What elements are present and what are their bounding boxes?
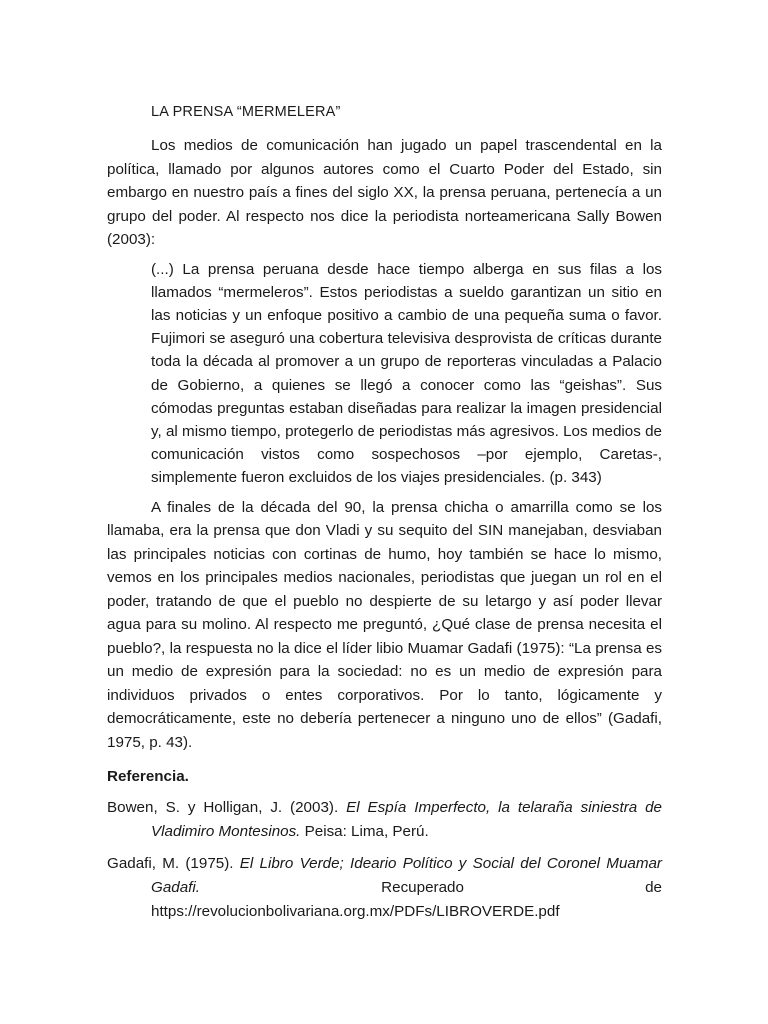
reference-item-bowen [107, 796, 662, 844]
body-paragraph-1: Los medios de comunicación han jugado un papel trascendental en la política, llamado por algunos autores como el Cuarto Poder del Estado, sin embargo en nuestro país a fines del siglo XX, la prensa peruana, pertenecía a un grupo del poder. Al respecto nos dice la periodista norteamericana Sally Bowen (2003): [107, 137, 662, 248]
reference-url: Recuperado de https://revolucionbolivariana.org.mx/PDFs/LIBROVERDE.pdf [151, 879, 662, 921]
reference-title: El Libro Verde; Ideario Político y Social del Coronel Muamar Gadafi. [151, 855, 662, 897]
document-title: LA PRENSA “MERMELERA” [151, 104, 341, 120]
references-heading: Referencia. [107, 768, 189, 786]
reference-item-gadafi [107, 852, 662, 924]
body-paragraph-2: A finales de la década del 90, la prensa chicha o amarrilla como se los llamaba, era la prensa que don Vladi y su sequito del SIN manejaban, desviaban las principales noticias con cortinas de humo, hoy también se hace lo mismo, vemos en los principales medios nacionales, periodistas que juegan un rol en el poder, tratando de que el pueblo no despierte de su letargo y así poder llevar agua para su molino. Al respecto me preguntó, ¿Qué clase de prensa necesita el pueblo?, la respuesta no la dice el líder libio Muamar Gadafi (1975): “La prensa es un medio de expresión para la sociedad: no es un medio de expresión para individuos privados o entes corporativos. Por lo tanto, lógicamente y democráticamente, este no debería pertenecer a ninguno uno de ellos” (Gadafi, 1975, p. 43). [107, 498, 662, 751]
reference-publisher: Peisa: Lima, Perú. [300, 823, 429, 841]
reference-title: El Espía Imperfecto, la telaraña siniestra de Vladimiro Montesinos. [151, 799, 663, 841]
document-page [107, 102, 662, 932]
reference-authors: Gadafi, M. (1975). [107, 855, 240, 873]
block-quote: (...) La prensa peruana desde hace tiempo alberga en sus filas a los llamados “mermeleros”. Estos periodistas a sueldo garantizan un sitio en las noticias y un enfoque positivo a cambio de una pequeña suma o favor. Fujimori se aseguró una cobertura televisiva desprovista de críticas durante toda la década al promover a un grupo de reporteras vinculadas a Palacio de Gobierno, a quienes se llegó a conocer como las “geishas”. Sus cómodas preguntas estaban diseñadas para realizar la imagen presidencial y, al mismo tiempo, protegerlo de periodistas más agresivos. Los medios de comunicación vistos como sospechosos –por ejemplo, Caretas-, simplemente fueron excluidos de los viajes presidenciales. (p. 343) [151, 260, 662, 487]
reference-authors: Bowen, S. y Holligan, J. (2003). [107, 799, 347, 817]
